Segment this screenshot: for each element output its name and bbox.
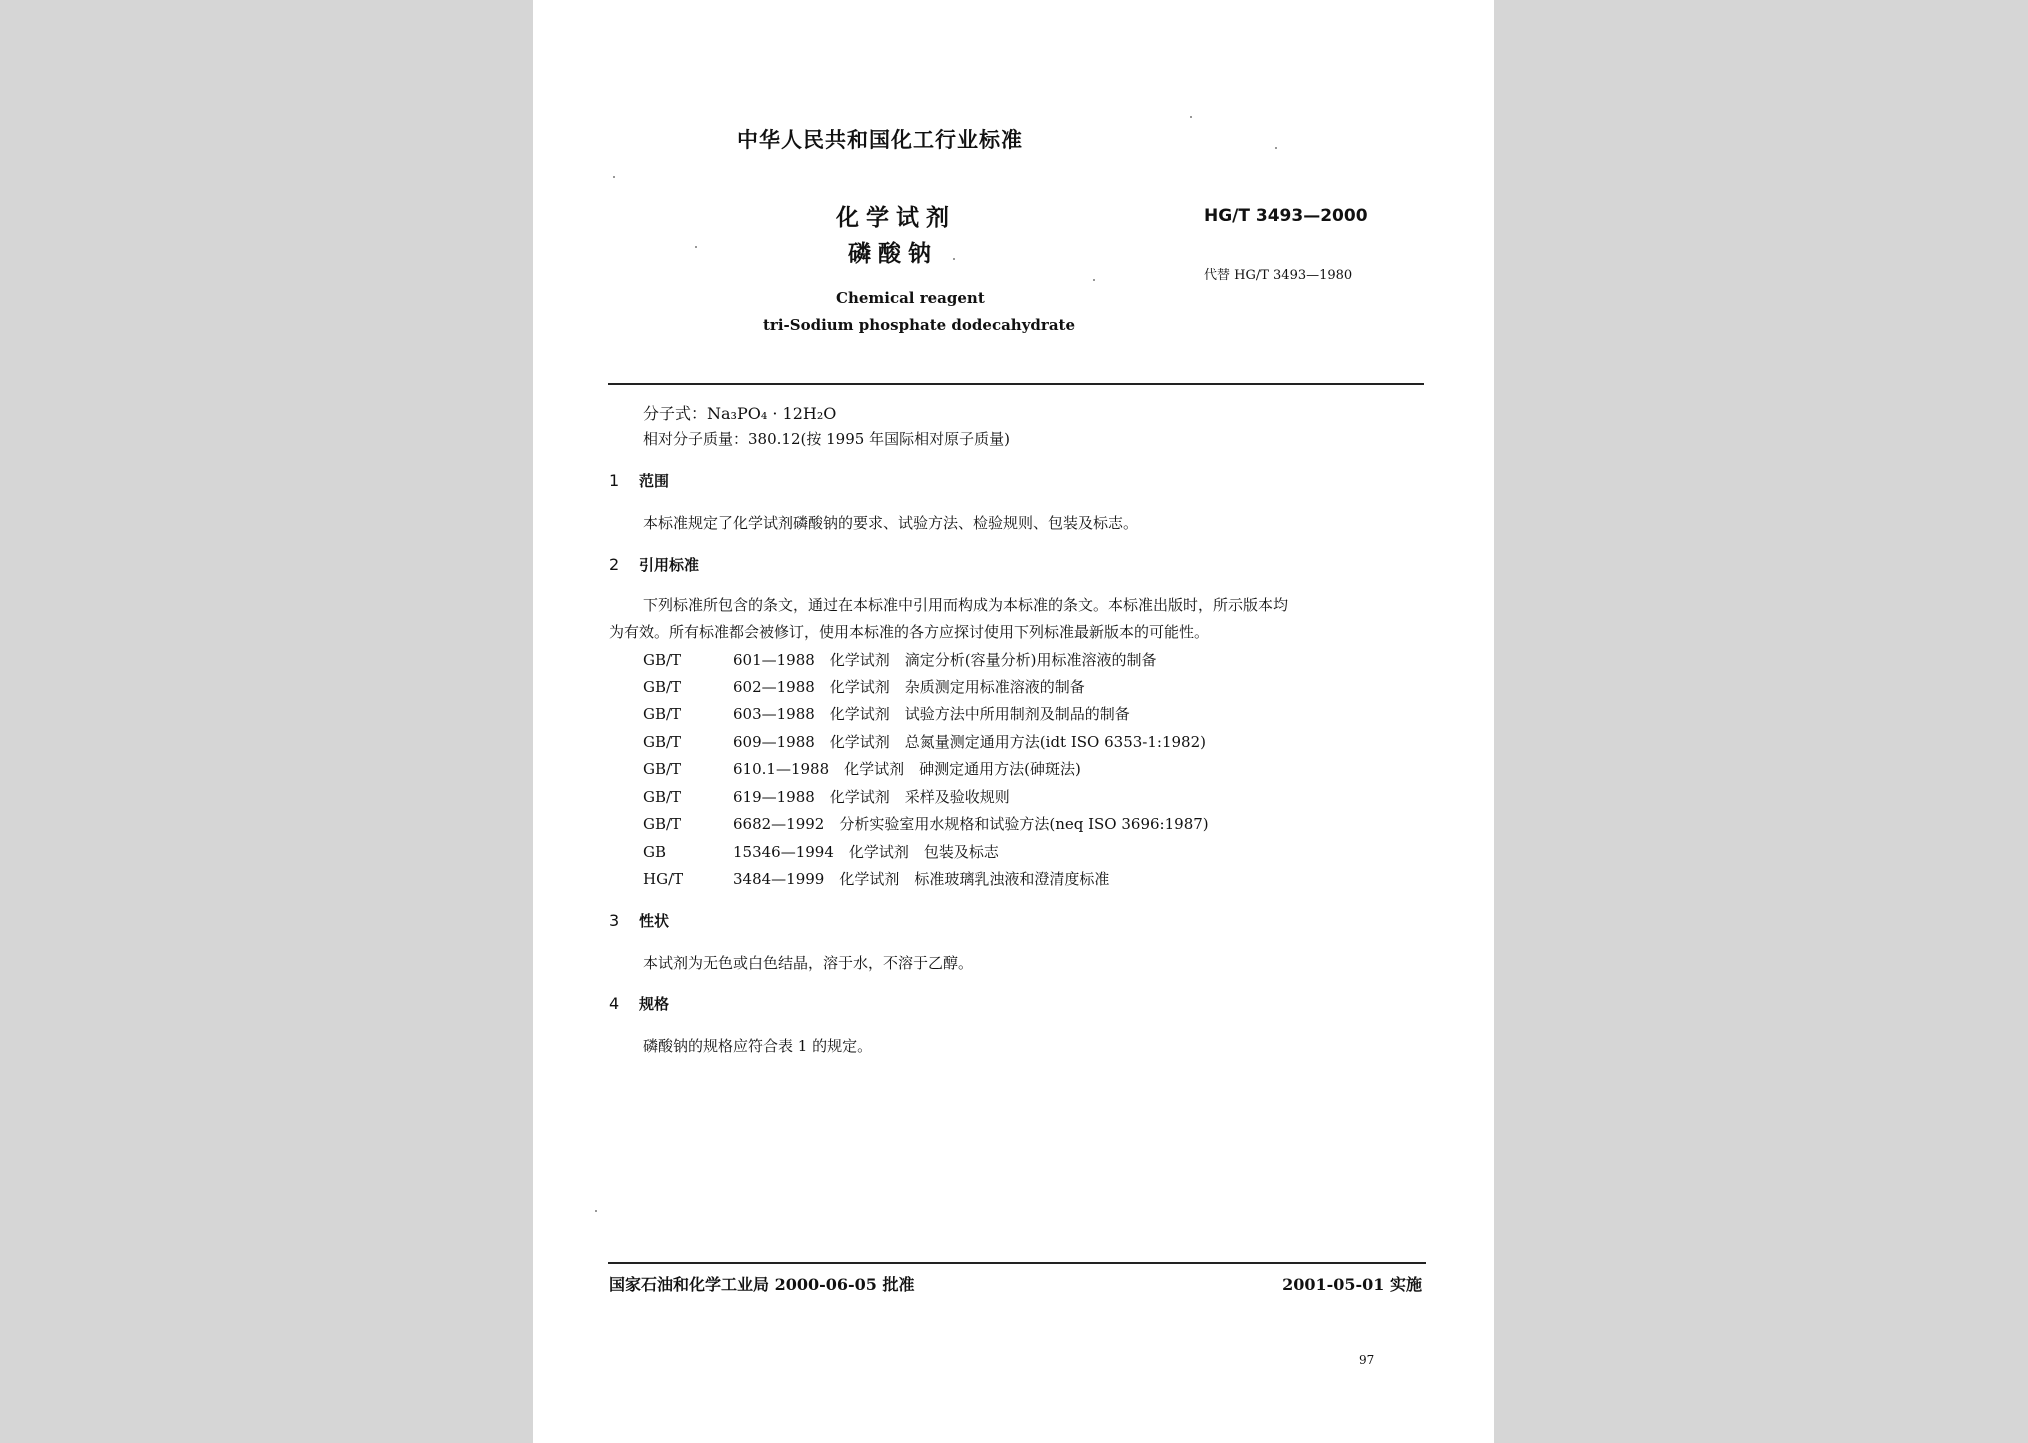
section-4-paragraph: 磷酸钠的规格应符合表 1 的规定。 — [643, 1037, 873, 1055]
reference-item — [643, 868, 1109, 889]
section-title: 性状 — [639, 912, 670, 930]
scan-speck — [595, 1210, 597, 1212]
reference-code: GB/T — [643, 733, 682, 751]
section-number: 3 — [609, 911, 620, 930]
document-title-line2: 磷酸钠 — [848, 240, 938, 267]
reference-code: GB/T — [643, 760, 682, 778]
reference-item — [643, 841, 999, 862]
section-number: 4 — [609, 994, 620, 1013]
section-2-paragraph-line1: 下列标准所包含的条文，通过在本标准中引用而构成为本标准的条文。本标准出版时，所示版本均 — [643, 596, 1289, 614]
scan-speck — [695, 246, 697, 248]
section-number: 1 — [609, 471, 620, 490]
reference-code: GB/T — [643, 651, 682, 669]
scan-speck — [1275, 147, 1277, 149]
section-title: 范围 — [639, 472, 670, 490]
issuing-agency: 中华人民共和国化工行业标准 — [737, 127, 1023, 152]
reference-code: GB/T — [643, 815, 682, 833]
approval-line: 国家石油和化学工业局 2000-06-05 批准 — [609, 1275, 915, 1294]
page-number: 97 — [1359, 1353, 1375, 1367]
section-1-paragraph: 本标准规定了化学试剂磷酸钠的要求、试验方法、检验规则、包装及标志。 — [643, 514, 1139, 532]
reference-text: 603—1988 化学试剂 试验方法中所用制剂及制品的制备 — [733, 705, 1130, 723]
reference-item — [643, 813, 1209, 834]
reference-text: 3484—1999 化学试剂 标准玻璃乳浊液和澄清度标准 — [733, 870, 1110, 888]
scan-speck — [1093, 279, 1095, 281]
molecular-formula — [643, 401, 836, 424]
reference-code: GB/T — [643, 788, 682, 806]
formula-label: 分子式： — [643, 404, 708, 423]
reference-item — [643, 786, 1010, 807]
section-title: 引用标准 — [639, 556, 700, 574]
reference-code: GB — [643, 843, 667, 861]
english-title-line2: tri-Sodium phosphate dodecahydrate — [763, 316, 1076, 334]
reference-text: 6682—1992 分析实验室用水规格和试验方法(neq ISO 3696:1987) — [733, 815, 1209, 833]
reference-code: GB/T — [643, 678, 682, 696]
reference-text: 609—1988 化学试剂 总氮量测定通用方法(idt ISO 6353-1:1982) — [733, 733, 1206, 751]
scan-speck — [1190, 116, 1192, 118]
scan-speck — [613, 176, 615, 178]
header-divider — [608, 383, 1424, 385]
reference-text: 610.1—1988 化学试剂 砷测定通用方法(砷斑法) — [733, 760, 1081, 778]
molecular-mass — [643, 428, 1010, 449]
reference-item — [643, 676, 1085, 697]
reference-code: GB/T — [643, 705, 682, 723]
footer-divider — [608, 1262, 1426, 1264]
replaces-standard: 代替 HG/T 3493—1980 — [1204, 268, 1353, 283]
section-number: 2 — [609, 555, 620, 574]
reference-text: 15346—1994 化学试剂 包装及标志 — [733, 843, 999, 861]
reference-item — [643, 731, 1206, 752]
reference-item — [643, 703, 1130, 724]
section-title: 规格 — [639, 995, 670, 1013]
reference-text: 602—1988 化学试剂 杂质测定用标准溶液的制备 — [733, 678, 1085, 696]
document-title-line1: 化学试剂 — [836, 204, 956, 231]
section-heading-3 — [609, 910, 669, 931]
formula-value: Na₃PO₄ · 12H₂O — [707, 404, 837, 423]
reference-text: 601—1988 化学试剂 滴定分析(容量分析)用标准溶液的制备 — [733, 651, 1157, 669]
implementation-line: 2001-05-01 实施 — [1282, 1275, 1422, 1294]
standard-code: HG/T 3493—2000 — [1204, 206, 1368, 226]
section-2-paragraph-line2: 为有效。所有标准都会被修订，使用本标准的各方应探讨使用下列标准最新版本的可能性。 — [609, 623, 1210, 641]
reference-text: 619—1988 化学试剂 采样及验收规则 — [733, 788, 1010, 806]
mass-value: 380.12(按 1995 年国际相对原子质量) — [748, 430, 1010, 448]
mass-label: 相对分子质量： — [643, 430, 749, 448]
section-heading-2 — [609, 554, 699, 575]
reference-code: HG/T — [643, 870, 684, 888]
scan-speck — [953, 258, 955, 260]
reference-item — [643, 649, 1157, 670]
document-page — [533, 0, 1494, 1443]
section-heading-4 — [609, 993, 669, 1014]
reference-item — [643, 758, 1081, 779]
section-3-paragraph: 本试剂为无色或白色结晶，溶于水，不溶于乙醇。 — [643, 954, 974, 972]
english-title-line1: Chemical reagent — [836, 289, 985, 307]
section-heading-1 — [609, 470, 669, 491]
